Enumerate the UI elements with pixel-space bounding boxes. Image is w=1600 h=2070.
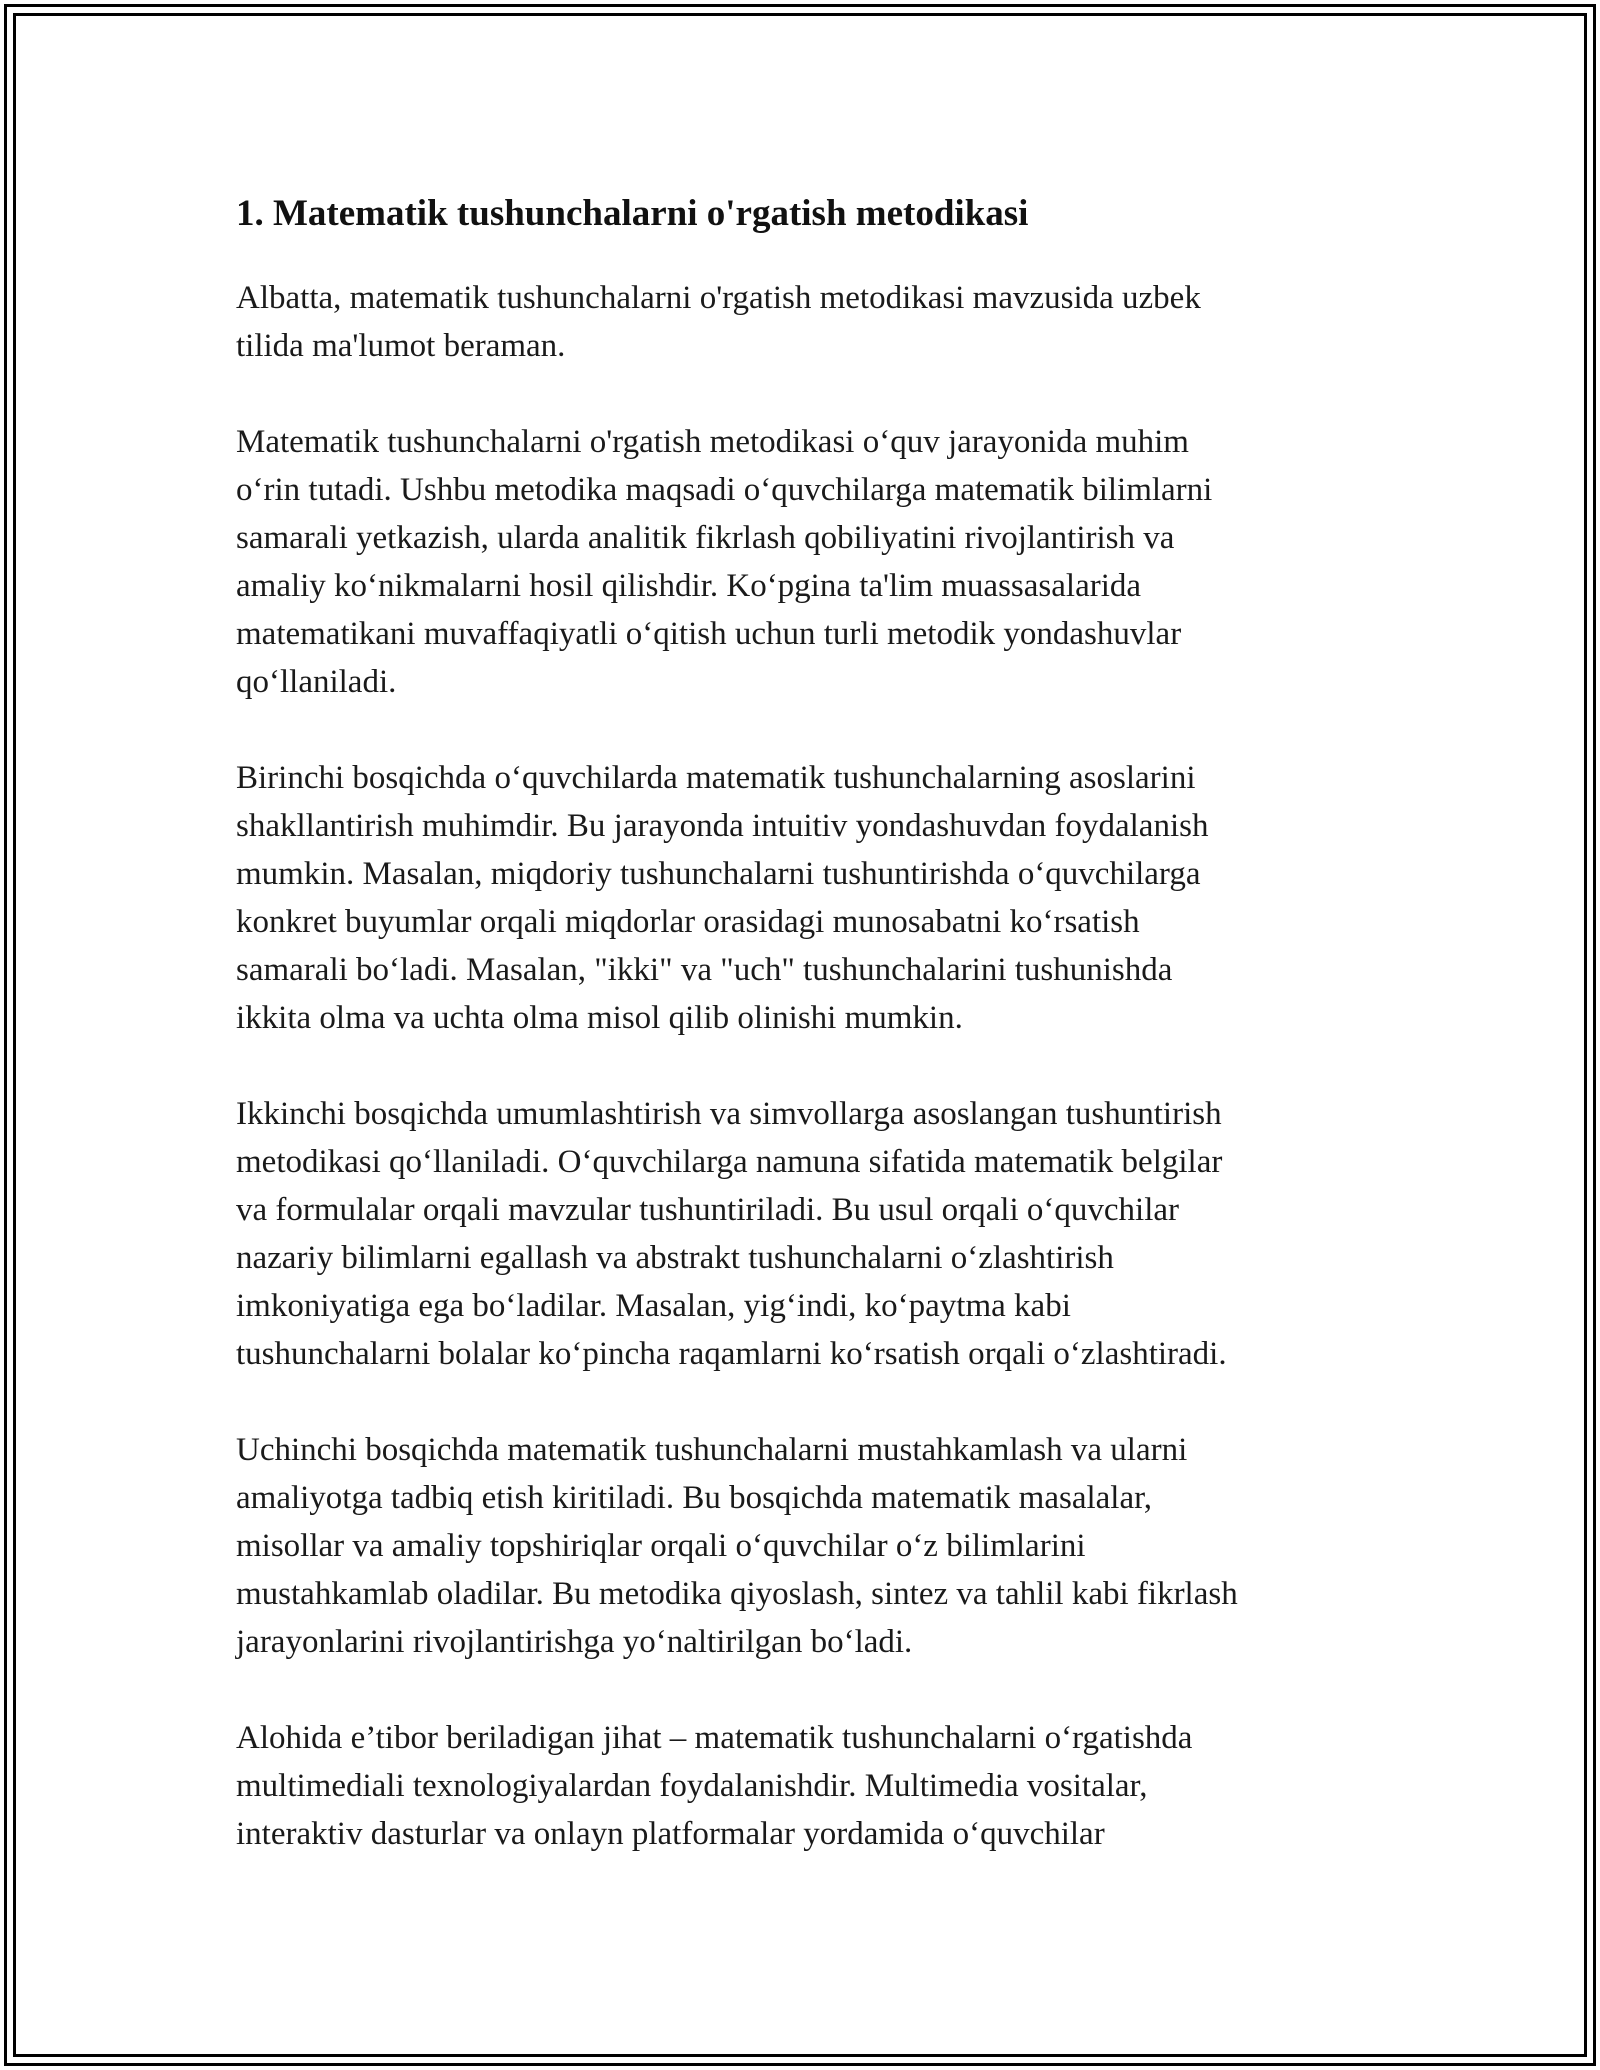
text-line: Uchinchi bosqichda matematik tushunchalarni mustahkamlash va ularni (236, 1432, 1188, 1468)
section-heading: 1. Matematik tushunchalarni o'rgatish metodikasi (236, 193, 1029, 234)
text-line: amaliy ko‘nikmalarni hosil qilishdir. Ko‘pgina ta'lim muassasalarida (236, 568, 1142, 604)
text-line: o‘rin tutadi. Ushbu metodika maqsadi o‘quvchilarga matematik bilimlarni (236, 472, 1213, 508)
text-line: amaliyotga tadbiq etish kiritiladi. Bu bosqichda matematik masalalar, (236, 1480, 1153, 1516)
text-line: Matematik tushunchalarni o'rgatish metodikasi o‘quv jarayonida muhim (236, 424, 1189, 460)
paragraph-overview (236, 418, 1364, 706)
text-line: Albatta, matematik tushunchalarni o'rgatish metodikasi mavzusida uzbek (236, 280, 1201, 316)
text-line: tilida ma'lumot beraman. (236, 328, 566, 364)
paragraph-stage-one (236, 754, 1364, 1042)
text-line: samarali bo‘ladi. Masalan, "ikki" va "uch" tushunchalarini tushunishda (236, 952, 1173, 988)
text-line: tushunchalarni bolalar ko‘pincha raqamlarni ko‘rsatish orqali o‘zlashtiradi. (236, 1336, 1227, 1372)
document-body (236, 182, 1364, 1906)
text-line: Ikkinchi bosqichda umumlashtirish va simvollarga asoslangan tushuntirish (236, 1096, 1222, 1132)
text-line: multimediali texnologiyalardan foydalanishdir. Multimedia vositalar, (236, 1768, 1148, 1804)
text-line: nazariy bilimlarni egallash va abstrakt tushunchalarni o‘zlashtirish (236, 1240, 1114, 1276)
text-line: misollar va amaliy topshiriqlar orqali o‘quvchilar o‘z bilimlarini (236, 1528, 1086, 1564)
text-line: qo‘llaniladi. (236, 664, 397, 700)
text-line: imkoniyatiga ega bo‘ladilar. Masalan, yig‘indi, ko‘paytma kabi (236, 1288, 1071, 1324)
paragraph-multimedia (236, 1714, 1364, 1858)
text-line: konkret buyumlar orqali miqdorlar orasidagi munosabatni ko‘rsatish (236, 904, 1140, 940)
paragraph-stage-three (236, 1426, 1364, 1666)
text-line: matematikani muvaffaqiyatli o‘qitish uchun turli metodik yondashuvlar (236, 616, 1182, 652)
text-line: Alohida e’tibor beriladigan jihat – matematik tushunchalarni o‘rgatishda (236, 1720, 1193, 1756)
text-line: samarali yetkazish, ularda analitik fikrlash qobiliyatini rivojlantirish va (236, 520, 1175, 556)
text-line: jarayonlarini rivojlantirishga yo‘naltirilgan bo‘ladi. (236, 1624, 913, 1660)
text-line: mumkin. Masalan, miqdoriy tushunchalarni tushuntirishda o‘quvchilarga (236, 856, 1201, 892)
text-line: Birinchi bosqichda o‘quvchilarda matematik tushunchalarning asoslarini (236, 760, 1196, 796)
paragraph-stage-two (236, 1090, 1364, 1378)
text-line: mustahkamlab oladilar. Bu metodika qiyoslash, sintez va tahlil kabi fikrlash (236, 1576, 1238, 1612)
text-line: va formulalar orqali mavzular tushuntiriladi. Bu usul orqali o‘quvchilar (236, 1192, 1179, 1228)
paragraph-intro (236, 274, 1364, 370)
text-line: ikkita olma va uchta olma misol qilib olinishi mumkin. (236, 1000, 963, 1036)
text-line: interaktiv dasturlar va onlayn platformalar yordamida o‘quvchilar (236, 1816, 1105, 1852)
text-line: shakllantirish muhimdir. Bu jarayonda intuitiv yondashuvdan foydalanish (236, 808, 1209, 844)
text-line: metodikasi qo‘llaniladi. O‘quvchilarga namuna sifatida matematik belgilar (236, 1144, 1223, 1180)
